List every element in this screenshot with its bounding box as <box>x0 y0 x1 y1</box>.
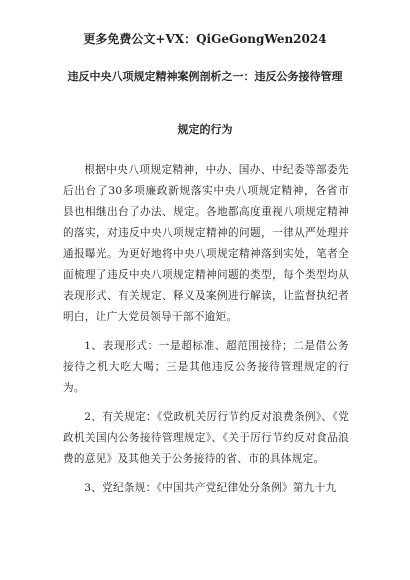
document-subtitle: 规定的行为 <box>177 123 233 136</box>
paragraph-party-rules: 3、党纪条规：《中国共产党纪律处分条例》第九十九 <box>84 482 337 494</box>
paragraph-regulations: 2、有关规定：《党政机关厉行节约反对浪费条例》、《党政机关国内公务接待管理规定》、《关于厉行节约反对食品浪费的意见》及其他关于公务接待的省、市的具体规定。 <box>63 411 349 465</box>
paragraph-forms: 1、表现形式：一是超标准、超范围接待；二是借公务接待之机大吃大喝；三是其他违反公务接待管理规定的行为。 <box>63 340 349 394</box>
document-title: 违反中央八项规定精神案例剖析之一：违反公务接待管理 <box>67 70 343 83</box>
document-body <box>63 160 349 507</box>
promo-banner: 更多免费公文+VX：QiGeGongWen2024 <box>83 32 327 46</box>
paragraph-intro: 根据中央八项规定精神，中办、国办、中纪委等部委先后出台了30多项廉政新规落实中央八项规定精神，各省市县也相继出台了办法、规定。各地都高度重视八项规定精神的落实，对违反中央八项规定精神的问题，一律从严处理并通报曝光。为更好地将中央八项规定精神落到实处，笔者全面梳理了违反中央八项规定精神问题的类型，每个类型均从表现形式、有关规定、释义及案例进行解读，让监督执纪者明白，让广大党员领导干部不逾矩。 <box>63 164 349 323</box>
